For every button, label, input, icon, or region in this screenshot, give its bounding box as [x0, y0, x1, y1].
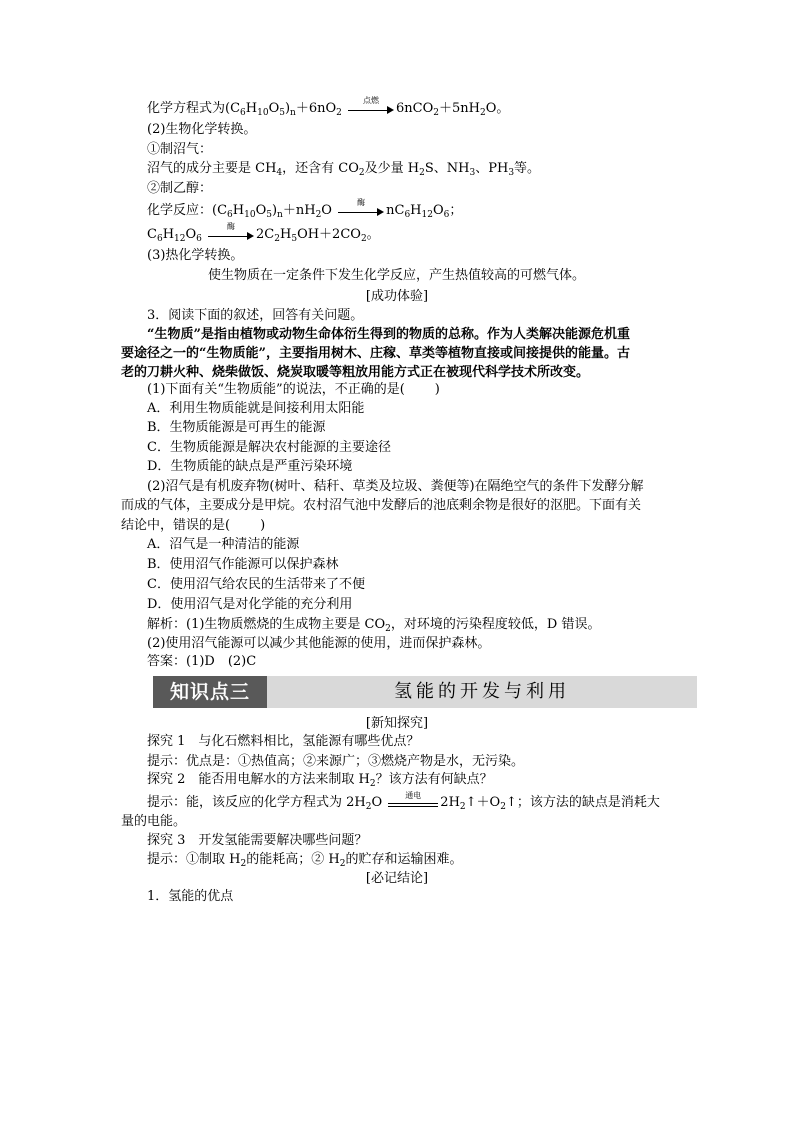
reaction-arrow: 酶	[338, 204, 384, 218]
sub-question-2: 结论中，错误的是( )	[121, 518, 266, 533]
option: C．生物质能源是解决农村能源的主要途径	[147, 440, 391, 455]
reaction-arrow: 点燃	[348, 102, 394, 116]
passage-line: (2)沼气是有机废弃物(树叶、秸秆、草类及垃圾、粪便等)在隔绝空气的条件下发酵分解	[147, 479, 644, 494]
option: B．使用沼气作能源可以保护森林	[147, 557, 339, 572]
electrolysis-sign: 通电	[388, 796, 438, 810]
section-title: 氢能的开发与利用	[394, 681, 570, 702]
thermo-heading: (3)热化学转换。	[147, 248, 244, 263]
option: A．沼气是一种清洁的能源	[147, 537, 300, 552]
exploration-3: 探究 3 开发氢能需要解决哪些问题？	[147, 833, 368, 848]
hint-1: 提示：优点是：①热值高；②来源广；③燃烧产物是水，无污染。	[147, 754, 525, 769]
analysis-line: 解析：(1)生物质燃烧的生成物主要是 $CO_2$，对环境的污染程度较低，D 错误。	[147, 617, 601, 634]
passage-line: 要途径之一的“生物质能”，主要指用树木、庄稼、草类等植物直接或间接提供的能量。古	[121, 346, 630, 361]
option: C．使用沼气给农民的生活带来了不便	[147, 577, 365, 592]
combustion-equation: 化学方程式为$(C_6H_{10}O_5)_n+6nO_2$ 点燃 $6nCO_2+5nH_2O$。	[147, 95, 510, 118]
option: D．使用沼气是对化学能的充分利用	[147, 597, 353, 612]
exploration-1: 探究 1 与化石燃料相比，氢能源有哪些优点？	[147, 734, 420, 749]
section-label: 知识点三	[153, 676, 267, 708]
biogas-heading: ①制沼气：	[147, 142, 213, 157]
passage-line: “生物质”是指由植物或动物生命体衍生得到的物质的总称。作为人类解决能源危机重	[147, 327, 630, 342]
passage-line: 老的刀耕火种、烧柴做饭、烧炭取暖等粗放用能方式正在被现代科学技术所改变。	[121, 365, 590, 380]
biogas-composition: 沼气的成分主要是 $CH_4$，还含有 $CO_2$及少量 $H_2S$、$NH_3$、$PH_3$等。	[147, 161, 541, 178]
bio-conversion-heading: (2)生物化学转换。	[147, 122, 257, 137]
fermentation-equation: $C_6H_{12}O_6$ 酶 $2C_2H_5OH+2CO_2$。	[147, 221, 380, 244]
ethanol-heading: ②制乙醇：	[147, 181, 213, 196]
hint-2: 提示：能，该反应的化学方程式为 $2H_2O$ 通电 $2H_2↑+O_2↑$；该方法的缺点是消耗大	[147, 790, 660, 812]
analysis-line: (2)使用沼气能源可以减少其他能源的使用，进而保护森林。	[147, 636, 491, 651]
hydrolysis-equation: 化学反应：$(C_6H_{10}O_5)_n+nH_2O$ 酶 $nC_6H_{12}O_6$；	[147, 197, 463, 220]
reaction-arrow: 酶	[208, 228, 254, 242]
option: D．生物质能的缺点是严重污染环境	[147, 459, 353, 474]
answer-line: 答案：(1)D (2)C	[147, 654, 257, 669]
thermo-description: 使生物质在一定条件下发生化学反应，产生热值较高的可燃气体。	[208, 268, 586, 283]
exploration-2: 探究 2 能否用电解水的方法来制取 $H_2$？该方法有何缺点？	[147, 772, 493, 789]
hint-3: 提示：①制取 $H_2$的能耗高；② $H_2$的贮存和运输困难。	[147, 852, 463, 869]
success-heading: [成功体验]	[365, 289, 429, 304]
sub-question-1: (1)下面有关“生物质能”的说法，不正确的是( )	[147, 382, 440, 397]
section-banner	[153, 676, 697, 708]
hint-2-continued: 量的电能。	[121, 814, 187, 829]
hydrogen-advantages-heading: 1．氢能的优点	[147, 889, 234, 904]
option: B．生物质能源是可再生的能源	[147, 420, 326, 435]
conclusion-heading: [必记结论]	[365, 871, 429, 886]
option: A．利用生物质能就是间接利用太阳能	[147, 401, 365, 416]
passage-line: 而成的气体，主要成分是甲烷。农村沼气池中发酵后的池底剩余物是很好的沤肥。下面有关	[121, 498, 642, 513]
question-3: 3．阅读下面的叙述，回答有关问题。	[147, 308, 364, 323]
new-knowledge-heading: [新知探究]	[365, 716, 429, 731]
